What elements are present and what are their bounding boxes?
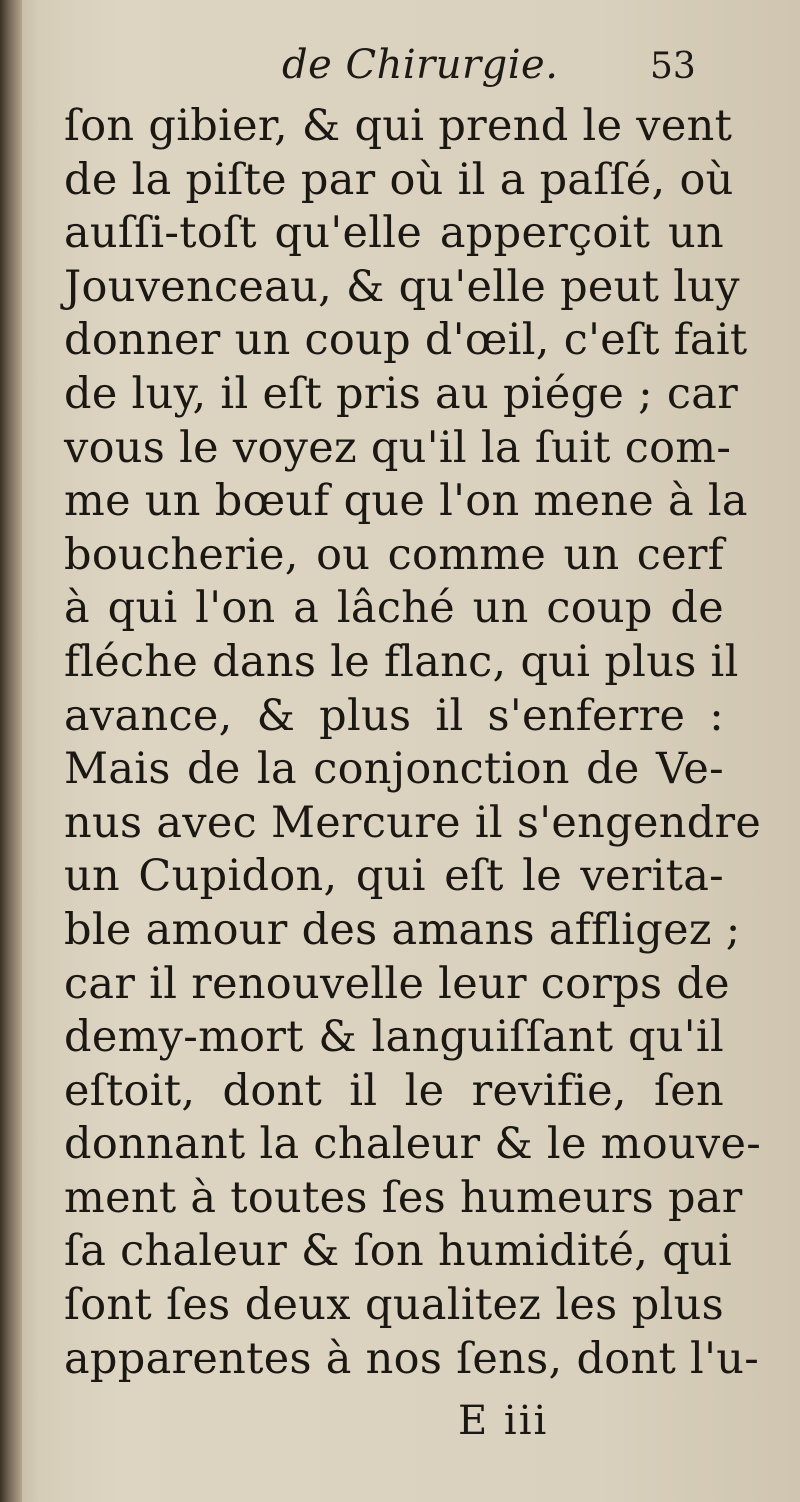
text-line: vous le voyez qu'il la ſuit com-	[64, 422, 732, 473]
text-line: un Cupidon, qui eſt le verita-	[64, 851, 724, 902]
text-line: fléche dans le flanc, qui plus il	[64, 636, 739, 687]
text-line: ment à toutes ſes humeurs par	[64, 1172, 743, 1223]
page-header	[0, 42, 800, 102]
running-head: de Chirurgie.	[282, 42, 559, 88]
text-line: donnant la chaleur & le mouve-	[64, 1119, 762, 1170]
text-line: ble amour des amans affligez ;	[64, 904, 741, 955]
text-line: auſſi-toſt qu'elle apperçoit un	[64, 208, 724, 259]
text-line: à qui l'on a lâché un coup de	[64, 583, 724, 634]
text-line: ſa chaleur & ſon humidité, qui	[64, 1226, 733, 1277]
signature-mark: E iii	[458, 1398, 549, 1444]
text-line: donner un coup d'œil, c'eſt fait	[64, 315, 748, 366]
text-line: car il renouvelle leur corps de	[64, 958, 730, 1009]
page-number: 53	[650, 46, 696, 87]
text-line: boucherie, ou comme un cerf	[64, 529, 724, 580]
text-line: apparentes à nos ſens, dont l'u-	[64, 1333, 760, 1384]
text-line: nus avec Mercure il s'engendre	[64, 797, 762, 848]
text-line: avance, & plus il s'enferre :	[64, 690, 724, 741]
text-line: Mais de la conjonction de Ve-	[64, 744, 724, 795]
body-text	[64, 100, 762, 1386]
text-line: ſont ſes deux qualitez les plus	[64, 1280, 724, 1331]
text-line: demy-mort & languiſſant qu'il	[64, 1012, 724, 1063]
text-line: Jouvenceau, & qu'elle peut luy	[64, 261, 740, 312]
text-line: me un bœuf que l'on mene à la	[64, 476, 748, 527]
text-line: de luy, il eſt pris au piége ; car	[64, 368, 739, 419]
text-line: ſon gibier, & qui prend le vent	[64, 101, 733, 151]
page-binding-edge	[0, 0, 22, 1502]
text-line: de la piſte par où il a paſſé, où	[64, 154, 734, 205]
text-line: eſtoit, dont il le revifie, ſen	[64, 1065, 724, 1116]
